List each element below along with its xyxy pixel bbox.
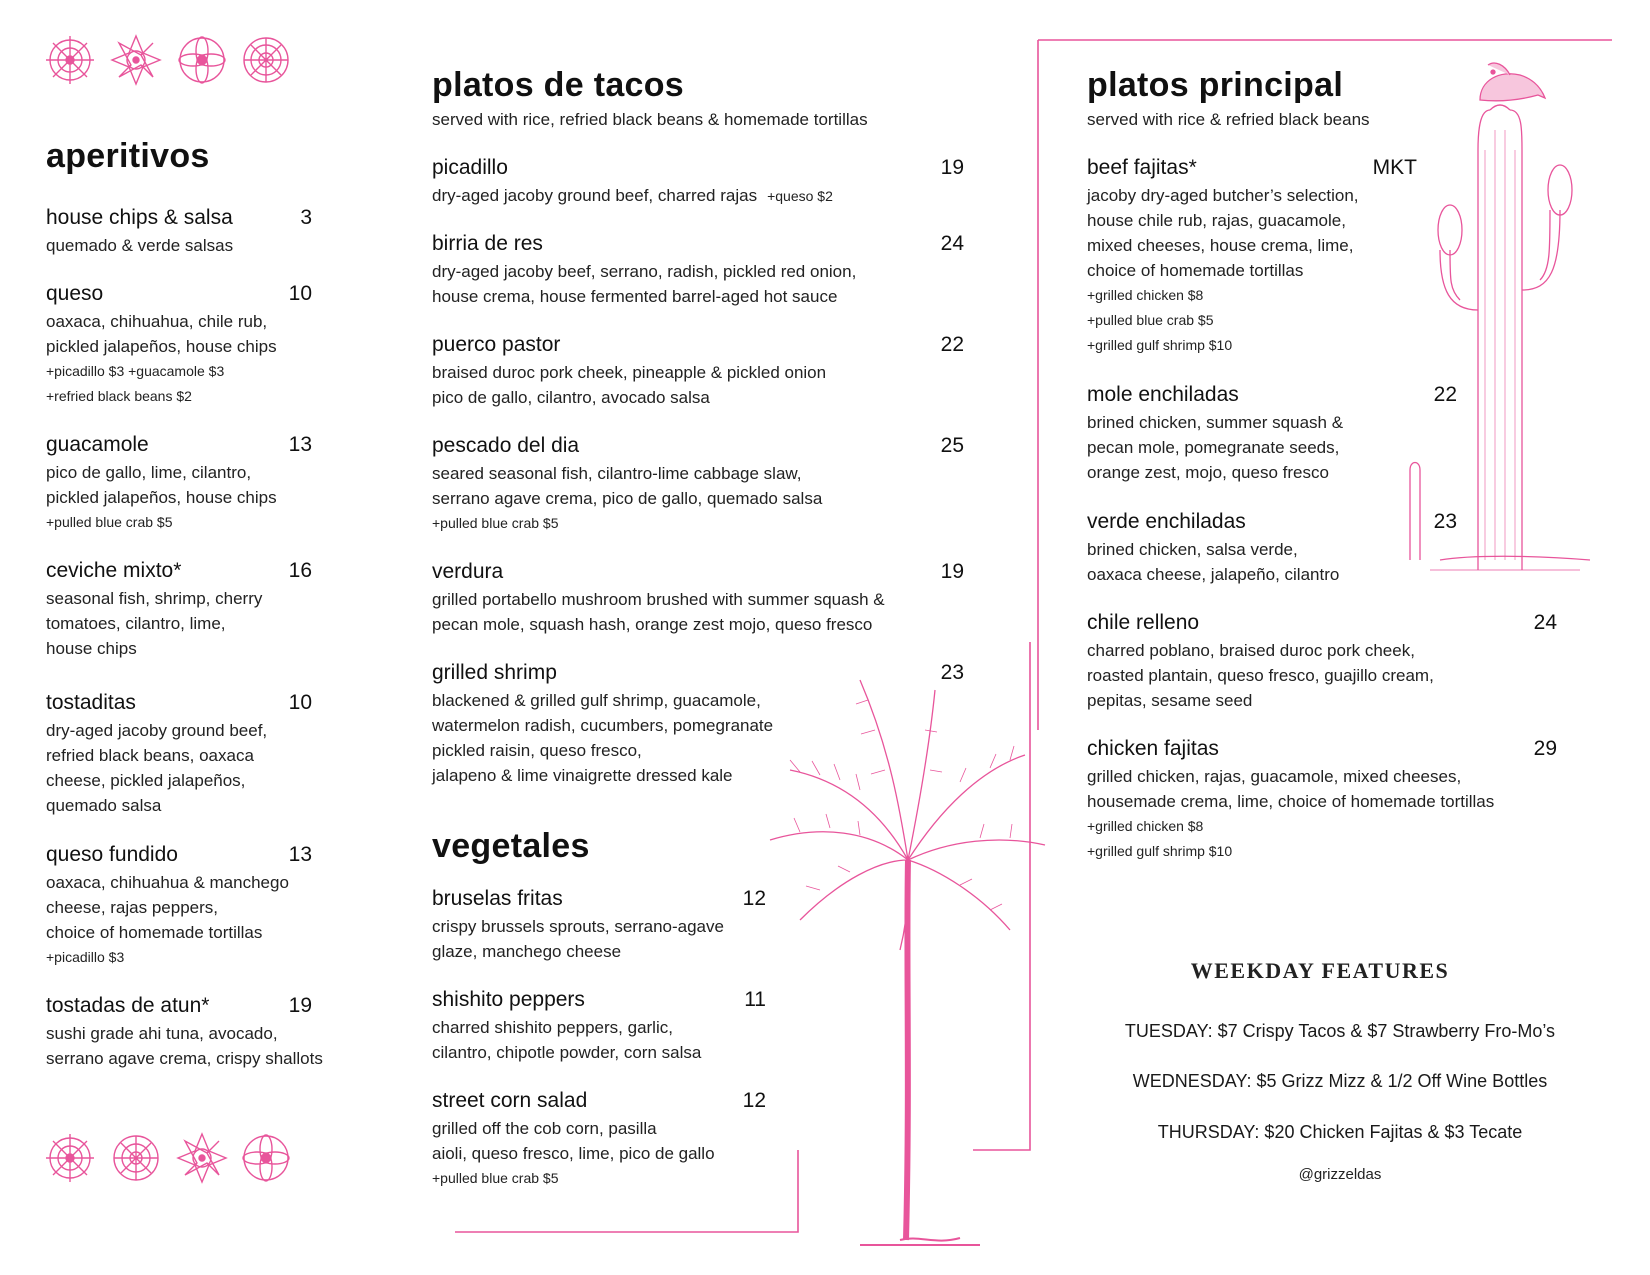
description-text: serrano agave crema, pico de gallo, quemado salsa	[432, 489, 823, 508]
description-text: cheese, rajas peppers,	[46, 898, 218, 917]
menu-item-name: shishito peppers	[432, 988, 585, 1011]
description-line	[46, 718, 312, 743]
menu-item-name: house chips & salsa	[46, 206, 233, 229]
description-line	[432, 763, 964, 788]
mandala-icons-bottom	[40, 1128, 300, 1188]
description-line	[432, 1141, 766, 1166]
description-text: pickled jalapeños, house chips	[46, 488, 277, 507]
description-line	[432, 385, 964, 410]
menu-item-price: 16	[288, 559, 312, 582]
description-line	[46, 1046, 323, 1071]
menu-item-description	[432, 259, 964, 309]
menu-item-addon: +queso $2	[767, 188, 833, 204]
description-line	[1087, 663, 1557, 688]
description-text: refried black beans, oaxaca	[46, 746, 254, 765]
description-text: watermelon radish, cucumbers, pomegranate	[432, 716, 774, 735]
menu-item-name: puerco pastor	[432, 333, 561, 356]
description-line	[46, 870, 312, 895]
menu-item-addon: +picadillo $3	[46, 949, 125, 965]
menu-item	[432, 887, 766, 964]
menu-item	[46, 691, 312, 818]
description-line	[46, 768, 312, 793]
description-text: charred poblano, braised duroc pork cheek,	[1087, 641, 1415, 660]
menu-item	[432, 434, 964, 536]
menu-item-header	[1087, 737, 1557, 764]
feature-tuesday: TUESDAY: $7 Crispy Tacos & $7 Strawberry Fro-Mo’s	[1124, 1021, 1556, 1041]
description-text: brined chicken, salsa verde,	[1087, 540, 1298, 559]
menu-item-description	[46, 586, 312, 661]
menu-item	[46, 994, 323, 1071]
menu-item-header	[432, 560, 964, 587]
tacos-title: platos de tacos	[432, 66, 685, 104]
menu-item	[1087, 737, 1557, 864]
menu-item-addon: +pulled blue crab $5	[1087, 312, 1214, 328]
menu-item-name: mole enchiladas	[1087, 383, 1239, 406]
menu-item-price: 23	[940, 661, 964, 684]
menu-item-name: beef fajitas*	[1087, 156, 1197, 179]
menu-item	[432, 661, 964, 788]
description-text: cilantro, chipotle powder, corn salsa	[432, 1043, 702, 1062]
description-text: serrano agave crema, crispy shallots	[46, 1049, 323, 1068]
aperitivos-title: aperitivos	[46, 137, 210, 175]
menu-item	[46, 843, 312, 970]
description-line	[432, 1015, 766, 1040]
menu-item	[46, 433, 312, 535]
menu-item-description	[432, 183, 964, 209]
menu-item-price: 24	[940, 232, 964, 255]
menu-item-header	[432, 661, 964, 688]
description-line	[1087, 258, 1417, 283]
menu-item	[432, 988, 766, 1065]
description-line	[1087, 764, 1557, 789]
menu-item-name: queso fundido	[46, 843, 178, 866]
menu-item-name: birria de res	[432, 232, 543, 255]
menu-item-header	[46, 843, 312, 870]
description-line	[46, 895, 312, 920]
description-line	[432, 688, 964, 713]
menu-item-name: queso	[46, 282, 104, 305]
description-line	[46, 611, 312, 636]
menu-item-name: verdura	[432, 560, 504, 583]
description-text: housemade crema, lime, choice of homemade tortillas	[1087, 792, 1495, 811]
menu-item-header	[432, 232, 964, 259]
description-text: quemado salsa	[46, 796, 162, 815]
menu-item-name: verde enchiladas	[1087, 510, 1246, 533]
menu-item-price: 13	[288, 433, 312, 456]
menu-item-header	[432, 434, 964, 461]
description-line	[432, 259, 964, 284]
description-text: braised duroc pork cheek, pineapple & pickled onion	[432, 363, 827, 382]
menu-item-description	[1087, 183, 1417, 283]
menu-item	[432, 333, 964, 410]
description-text: choice of homemade tortillas	[1087, 261, 1304, 280]
menu-item-description	[432, 1015, 766, 1065]
menu-item-description	[46, 460, 312, 510]
description-text: pecan mole, squash hash, orange zest mojo, queso fresco	[432, 615, 873, 634]
menu-item-name: guacamole	[46, 433, 149, 456]
menu-item-header	[432, 1089, 766, 1116]
menu-item-name: ceviche mixto*	[46, 559, 182, 582]
menu-item-header	[46, 433, 312, 460]
description-text: seasonal fish, shrimp, cherry	[46, 589, 263, 608]
menu-item	[46, 559, 312, 661]
menu-item-price: 29	[1533, 737, 1557, 760]
menu-item-description	[432, 688, 964, 788]
description-line	[46, 793, 312, 818]
menu-item-header	[1087, 611, 1557, 638]
description-line	[1087, 688, 1557, 713]
vegetales-title: vegetales	[432, 827, 590, 865]
description-line	[1087, 537, 1457, 562]
menu-item-price: 22	[1433, 383, 1457, 406]
menu-item-description	[432, 914, 766, 964]
description-line	[1087, 435, 1457, 460]
menu-item-addon: +pulled blue crab $5	[46, 514, 173, 530]
description-text: crispy brussels sprouts, serrano-agave	[432, 917, 724, 936]
menu-item-name: chicken fajitas	[1087, 737, 1219, 760]
menu-item	[432, 232, 964, 309]
menu-item-price: 19	[288, 994, 312, 1017]
description-line	[46, 636, 312, 661]
menu-item-header	[46, 559, 312, 586]
description-line	[432, 713, 964, 738]
description-line	[1087, 410, 1457, 435]
menu-item-header	[46, 994, 312, 1021]
feature-wednesday: WEDNESDAY: $5 Grizz Mizz & 1/2 Off Wine Bottles	[1132, 1071, 1548, 1091]
description-line	[46, 460, 312, 485]
menu-item	[432, 1089, 766, 1191]
description-text: sushi grade ahi tuna, avocado,	[46, 1024, 278, 1043]
menu-item-name: pescado del dia	[432, 434, 580, 457]
menu-item-description	[46, 870, 312, 945]
description-line	[432, 1116, 766, 1141]
menu-item-price: 19	[940, 156, 964, 179]
menu-item-header	[432, 887, 766, 914]
description-line	[46, 920, 312, 945]
menu-item	[432, 560, 964, 637]
menu-item-header	[1087, 510, 1457, 537]
menu-item-header	[1087, 383, 1457, 410]
description-line	[46, 334, 312, 359]
description-text: pepitas, sesame seed	[1087, 691, 1253, 710]
description-text: grilled off the cob corn, pasilla	[432, 1119, 657, 1138]
menu-item-addon: +grilled gulf shrimp $10	[1087, 843, 1233, 859]
menu-item-addon: +pulled blue crab $5	[432, 1170, 559, 1186]
menu-item-addon: +refried black beans $2	[46, 388, 192, 404]
description-text: grilled portabello mushroom brushed with summer squash &	[432, 590, 885, 609]
description-text: brined chicken, summer squash &	[1087, 413, 1344, 432]
menu-item-description	[1087, 537, 1457, 587]
description-text: jacoby dry-aged butcher’s selection,	[1087, 186, 1359, 205]
menu-item-header	[432, 988, 766, 1015]
menu-item-description	[432, 360, 964, 410]
description-line	[1087, 183, 1417, 208]
menu-item-description	[432, 1116, 766, 1166]
menu-item-description	[1087, 638, 1557, 713]
description-text: oaxaca, chihuahua & manchego	[46, 873, 289, 892]
menu-item	[1087, 383, 1457, 485]
menu-item-addon: +grilled chicken $8	[1087, 818, 1204, 834]
menu-item-description	[1087, 764, 1557, 814]
menu-item-name: tostaditas	[46, 691, 136, 714]
description-text: mixed cheeses, house crema, lime,	[1087, 236, 1354, 255]
description-line	[46, 586, 312, 611]
menu-item-description	[46, 309, 312, 359]
menu-item-addon: +grilled chicken $8	[1087, 287, 1204, 303]
menu-item-description	[46, 233, 312, 258]
description-text: cheese, pickled jalapeños,	[46, 771, 246, 790]
menu-item-header	[46, 282, 312, 309]
menu-item-price: 12	[742, 1089, 766, 1112]
menu-item-price: 11	[744, 988, 766, 1011]
menu-item-name: grilled shrimp	[432, 661, 557, 684]
description-line	[432, 939, 766, 964]
weekday-features-title: WEEKDAY FEATURES	[1190, 958, 1450, 983]
menu-item-name: street corn salad	[432, 1089, 588, 1112]
menu-item-price: MKT	[1372, 156, 1417, 179]
description-text: grilled chicken, rajas, guacamole, mixed cheeses,	[1087, 767, 1462, 786]
description-text: roasted plantain, queso fresco, guajillo cream,	[1087, 666, 1434, 685]
description-line	[432, 1040, 766, 1065]
description-line	[432, 914, 766, 939]
menu-item-price: 24	[1533, 611, 1557, 634]
menu-item-description	[432, 587, 964, 637]
description-text: pickled jalapeños, house chips	[46, 337, 277, 356]
feature-thursday: THURSDAY: $20 Chicken Fajitas & $3 Tecate	[1157, 1122, 1523, 1142]
menu-item-price: 3	[300, 206, 312, 229]
menu-item-header	[432, 156, 964, 183]
principal-title: platos principal	[1087, 66, 1344, 104]
menu-item	[46, 282, 312, 409]
menu-item-price: 23	[1433, 510, 1457, 533]
menu-item-header	[46, 206, 312, 233]
menu-item-description	[432, 461, 964, 511]
description-text: quemado & verde salsas	[46, 236, 234, 255]
description-text: seared seasonal fish, cilantro-lime cabbage slaw,	[432, 464, 802, 483]
description-line	[432, 612, 964, 637]
menu-item-price: 25	[940, 434, 964, 457]
bird-icon	[1480, 63, 1545, 101]
description-text: house crema, house fermented barrel-aged hot sauce	[432, 287, 838, 306]
social-handle: @grizzeldas	[1298, 1166, 1382, 1183]
mandala-icons-top	[40, 30, 300, 90]
description-text: jalapeno & lime vinaigrette dressed kale	[432, 766, 733, 785]
description-line	[432, 738, 964, 763]
description-text: choice of homemade tortillas	[46, 923, 263, 942]
menu-item-name: tostadas de atun*	[46, 994, 210, 1017]
description-text: oaxaca cheese, jalapeño, cilantro	[1087, 565, 1340, 584]
description-line	[432, 183, 964, 209]
description-line	[1087, 562, 1457, 587]
menu-item	[1087, 510, 1457, 587]
description-text: charred shishito peppers, garlic,	[432, 1018, 673, 1037]
description-text: dry-aged jacoby beef, serrano, radish, pickled red onion,	[432, 262, 857, 281]
description-line	[1087, 789, 1557, 814]
menu-item-addon: +pulled blue crab $5	[432, 515, 559, 531]
menu-item	[46, 206, 312, 258]
description-text: pico de gallo, cilantro, avocado salsa	[432, 388, 710, 407]
description-line	[46, 485, 312, 510]
description-text: house chile rub, rajas, guacamole,	[1087, 211, 1346, 230]
menu-item-price: 10	[288, 282, 312, 305]
description-text: dry-aged jacoby ground beef, charred rajas	[432, 186, 758, 205]
description-line	[46, 1021, 323, 1046]
description-text: pecan mole, pomegranate seeds,	[1087, 438, 1340, 457]
description-line	[432, 360, 964, 385]
menu-item-price: 10	[288, 691, 312, 714]
menu-item-header	[1087, 156, 1417, 183]
menu-item	[432, 156, 964, 209]
description-text: dry-aged jacoby ground beef,	[46, 721, 268, 740]
description-line	[1087, 233, 1417, 258]
menu-item-price: 19	[940, 560, 964, 583]
description-line	[1087, 460, 1457, 485]
description-line	[432, 461, 964, 486]
menu-item-addon: +grilled gulf shrimp $10	[1087, 337, 1233, 353]
menu-item-description	[46, 718, 312, 818]
menu-item-description	[46, 1021, 323, 1071]
principal-subtitle: served with rice & refried black beans	[1087, 110, 1370, 129]
menu-item-header	[46, 691, 312, 718]
description-text: glaze, manchego cheese	[432, 942, 622, 961]
description-line	[432, 486, 964, 511]
menu-item-price: 13	[288, 843, 312, 866]
menu-item-price: 22	[940, 333, 964, 356]
description-line	[1087, 638, 1557, 663]
menu-item-price: 12	[742, 887, 766, 910]
description-text: pico de gallo, lime, cilantro,	[46, 463, 252, 482]
menu-item-name: bruselas fritas	[432, 887, 563, 910]
description-line	[46, 233, 312, 258]
menu-item-addon: +picadillo $3 +guacamole $3	[46, 363, 225, 379]
menu-item-name: picadillo	[432, 156, 508, 179]
description-text: tomatoes, cilantro, lime,	[46, 614, 226, 633]
menu-item-description	[1087, 410, 1457, 485]
description-text: pickled raisin, queso fresco,	[432, 741, 642, 760]
description-line	[432, 587, 964, 612]
menu-item	[1087, 611, 1557, 713]
description-text: orange zest, mojo, queso fresco	[1087, 463, 1329, 482]
menu-item	[1087, 156, 1417, 358]
description-line	[1087, 208, 1417, 233]
menu-item-header	[432, 333, 964, 360]
description-text: oaxaca, chihuahua, chile rub,	[46, 312, 268, 331]
menu-item-name: chile relleno	[1087, 611, 1200, 634]
tacos-subtitle: served with rice, refried black beans & homemade tortillas	[432, 110, 868, 129]
description-line	[432, 284, 964, 309]
description-line	[46, 743, 312, 768]
description-text: aioli, queso fresco, lime, pico de gallo	[432, 1144, 715, 1163]
description-line	[46, 309, 312, 334]
description-text: house chips	[46, 639, 137, 658]
description-text: blackened & grilled gulf shrimp, guacamole,	[432, 691, 761, 710]
